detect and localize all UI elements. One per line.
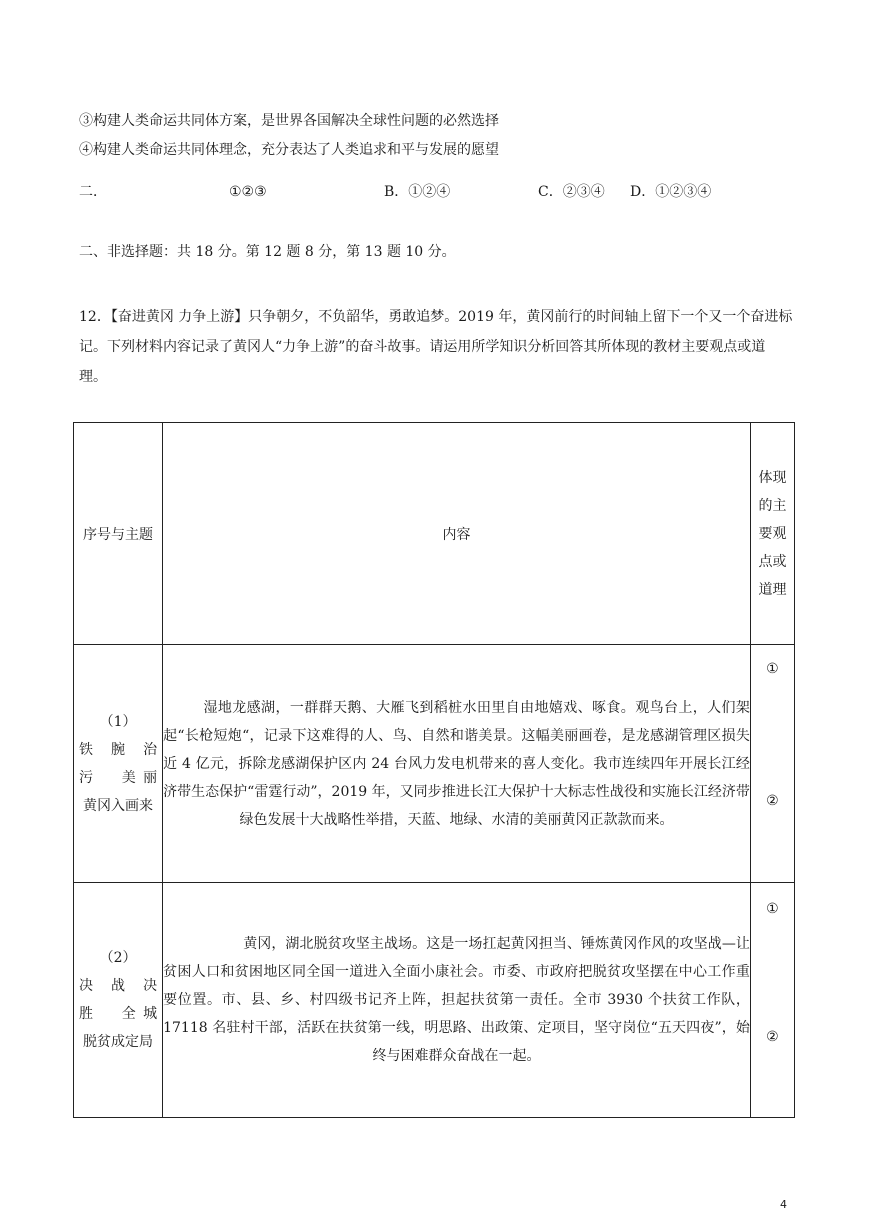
table-row	[74, 883, 795, 1118]
table-row	[74, 645, 795, 883]
material-table	[73, 422, 795, 1118]
mark-2: ②	[766, 1029, 779, 1045]
section-heading: 二、非选择题：共 18 分。第 12 题 8 分，第 13 题 10 分。	[79, 244, 456, 260]
mark-2: ②	[766, 793, 779, 809]
header-theme: 序号与主题	[74, 423, 163, 645]
option-statement-4: ④构建人类命运共同体理念，充分表达了人类追求和平与发展的愿望	[79, 142, 499, 158]
row-content: 湿地龙感湖，一群群天鹅、大雁飞到稻桩水田里自由地嬉戏、啄食。观鸟台上，人们架起“长枪短炮“，记录下这难得的人、鸟、自然和谐美景。这幅美丽画卷，是龙感湖管理区损失近 4 亿元，拆除龙感湖保护区内 24 台风力发电机带来的喜人变化。我市连续四年开展长江经济带生态保护“雷霆行动”，2019 年，又同步推进长江大保护十大标志性战役和实施长江经济带绿色发展十大战略性举措，天蓝、地绿、水清的美丽黄冈正款款而来。	[163, 645, 751, 883]
question-12-text: 12．【奋进黄冈 力争上游】只争朝夕，不负韶华，勇敢追梦。2019 年，黄冈前行的时间轴上留下一个又一个奋进标记。下列材料内容记录了黄冈人“力争上游”的奋斗故事。请运用所学知识分析回答其所体现的教材主要观点或道理。	[79, 309, 793, 385]
option-a-label: 二．	[79, 184, 107, 200]
page-number: 4	[780, 1198, 787, 1211]
option-c: C．②③④	[538, 184, 605, 200]
row-content: 黄冈，湖北脱贫攻坚主战场。这是一场扛起黄冈担当、锤炼黄冈作风的攻坚战—让贫困人口和贫困地区同全国一道进入全面小康社会。市委、市政府把脱贫攻坚摆在中心工作重要位置。市、县、乡、村四级书记齐上阵，担起扶贫第一责任。全市 3930 个扶贫工作队，17118 名驻村干部，活跃在扶贫第一线，明思路、出政策、定项目，坚守岗位“五天四夜”，始终与困难群众奋战在一起。	[163, 883, 751, 1118]
option-statement-3: ③构建人类命运共同体方案，是世界各国解决全球性问题的必然选择	[79, 113, 499, 129]
row-theme: （1） 铁腕治 污 美丽 黄冈入画来	[74, 645, 163, 883]
option-a-value: ①②③	[229, 184, 267, 200]
row-marks	[750, 645, 794, 883]
row-marks	[750, 883, 794, 1118]
answer-options	[79, 182, 799, 204]
mark-1: ①	[766, 661, 779, 677]
table-header-row	[74, 423, 795, 645]
header-viewpoint: 体现 的主 要观 点或 道理	[750, 423, 794, 645]
header-content: 内容	[163, 423, 751, 645]
mark-1: ①	[766, 901, 779, 917]
option-d: D．①②③④	[630, 184, 712, 200]
option-b: B．①②④	[384, 184, 451, 200]
row-theme: （2） 决战决 胜 全城 脱贫成定局	[74, 883, 163, 1118]
